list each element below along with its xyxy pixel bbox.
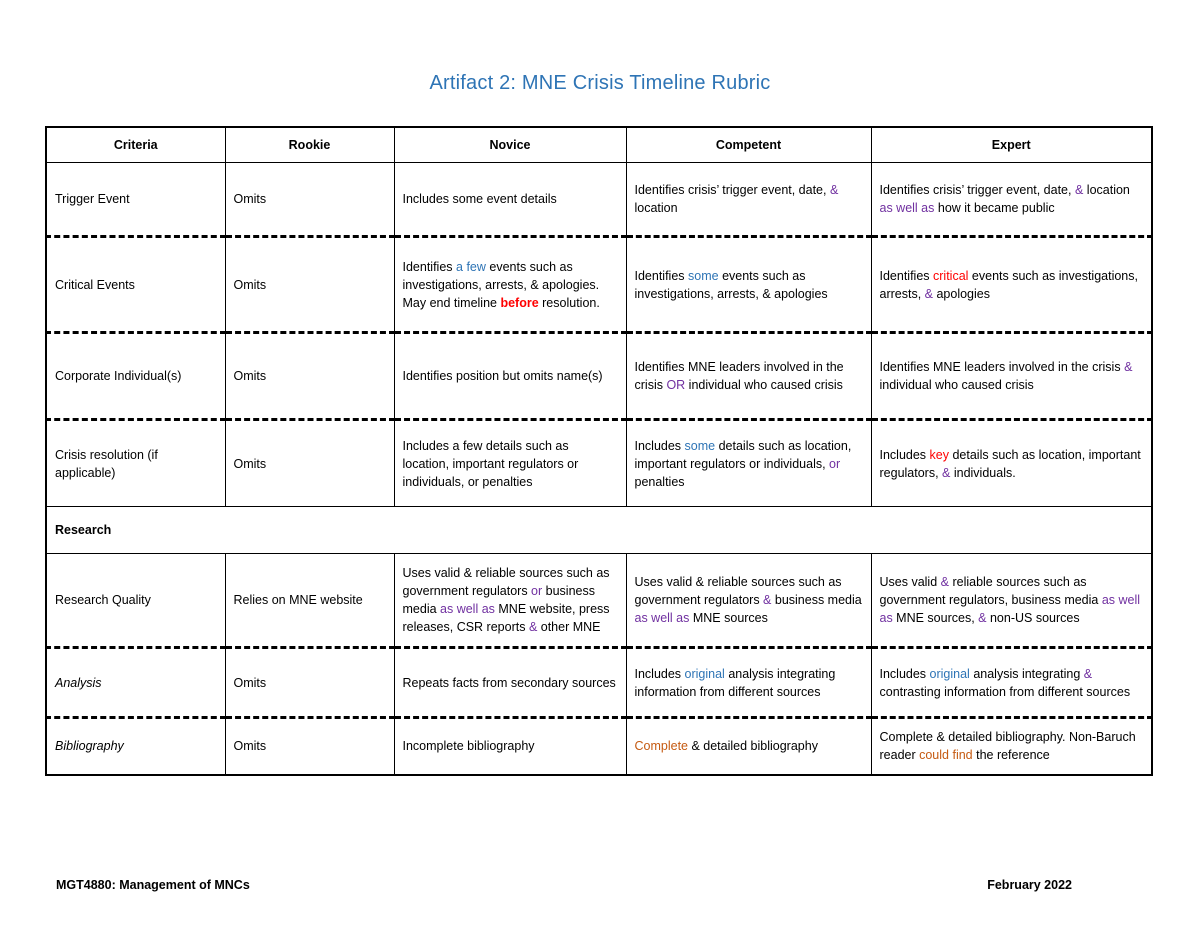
cell-text-segment: key xyxy=(929,447,949,462)
header-novice: Novice xyxy=(394,127,626,163)
cell-text-segment: & xyxy=(940,575,949,589)
cell-text-segment: as well as xyxy=(634,611,690,625)
cell-text-segment: non-US sources xyxy=(986,611,1080,625)
cell-text-segment: & xyxy=(1074,183,1084,197)
cell-text-segment: original xyxy=(929,666,970,681)
header-expert: Expert xyxy=(871,127,1152,163)
rookie-cell: Omits xyxy=(225,648,394,718)
competent-cell xyxy=(626,333,871,420)
section-label: Research xyxy=(46,507,1152,554)
cell-text-segment: Identifies xyxy=(879,268,934,283)
cell-text-segment: a few xyxy=(456,259,486,274)
cell-text-segment: & detailed bibliography xyxy=(688,739,818,754)
rookie-cell: Omits xyxy=(225,420,394,507)
table-row xyxy=(46,554,1152,648)
header-competent: Competent xyxy=(626,127,871,163)
competent-cell xyxy=(626,163,871,237)
rookie-cell: Omits xyxy=(225,718,394,775)
cell-text-segment: Uses valid & reliable sources such as government regulators xyxy=(634,575,842,607)
cell-text-segment: OR xyxy=(666,378,686,392)
table-row xyxy=(46,420,1152,507)
expert-cell xyxy=(871,163,1152,237)
cell-text-segment: some xyxy=(688,268,719,283)
novice-cell xyxy=(394,163,626,237)
cell-text-segment: MNE website, press releases, CSR reports xyxy=(402,602,610,634)
cell-text-segment: & xyxy=(528,620,538,634)
cell-text-segment: Includes a few details such as location, important regulators or individuals, or penalties xyxy=(402,438,579,489)
cell-text-segment: business media xyxy=(771,593,862,607)
rookie-cell: Omits xyxy=(225,333,394,420)
page-title: Artifact 2: MNE Crisis Timeline Rubric xyxy=(429,72,771,94)
cell-text-segment: individual who caused crisis xyxy=(879,378,1034,392)
header-rookie: Rookie xyxy=(225,127,394,163)
cell-text-segment: details such as location, important regulators or individuals, xyxy=(634,438,852,471)
competent-cell xyxy=(626,237,871,333)
expert-cell xyxy=(871,333,1152,420)
cell-text-segment: & xyxy=(1124,360,1133,374)
footer-course: MGT4880: Management of MNCs xyxy=(56,878,250,892)
cell-text-segment: Complete & detailed bibliography. Non-Baruch reader xyxy=(879,730,1136,763)
cell-text-segment: Identifies MNE leaders involved in the crisis xyxy=(879,360,1125,374)
cell-text-segment: Identifies position but omits name(s) xyxy=(402,369,603,383)
cell-text-segment: as well as xyxy=(879,201,935,215)
cell-text-segment: Includes xyxy=(879,447,930,462)
cell-text-segment: MNE sources xyxy=(689,611,768,625)
table-row xyxy=(46,237,1152,333)
footer-date: February 2022 xyxy=(987,878,1072,892)
cell-text-segment: Identifies MNE leaders involved in the crisis xyxy=(634,360,844,392)
novice-cell xyxy=(394,237,626,333)
criteria-cell: Crisis resolution (if applicable) xyxy=(46,420,225,507)
cell-text-segment: & xyxy=(829,183,839,197)
rookie-cell: Relies on MNE website xyxy=(225,554,394,648)
cell-text-segment: MNE sources, xyxy=(892,611,979,625)
cell-text-segment: or xyxy=(531,584,543,598)
cell-text-segment: apologies xyxy=(933,286,990,301)
header-criteria: Criteria xyxy=(46,127,225,163)
cell-text-segment: how it became public xyxy=(934,201,1055,215)
cell-text-segment: location xyxy=(634,201,678,215)
expert-cell xyxy=(871,718,1152,775)
cell-text-segment: some xyxy=(684,438,716,453)
cell-text-segment: before xyxy=(500,295,539,310)
criteria-cell: Bibliography xyxy=(46,718,225,775)
cell-text-segment: Includes xyxy=(879,666,930,681)
rubric-table xyxy=(45,126,1153,776)
cell-text-segment: Identifies crisis’ trigger event, date, xyxy=(634,183,830,197)
cell-text-segment: Uses valid xyxy=(879,575,941,589)
criteria-cell: Corporate Individual(s) xyxy=(46,333,225,420)
expert-cell xyxy=(871,237,1152,333)
cell-text-segment: Identifies xyxy=(402,259,457,274)
cell-text-segment: & xyxy=(924,286,933,301)
cell-text-segment: or xyxy=(829,456,841,471)
cell-text-segment: Complete xyxy=(634,739,688,754)
cell-text-segment: resolution. xyxy=(538,295,600,310)
cell-text-segment: Identifies crisis’ trigger event, date, xyxy=(879,183,1075,197)
cell-text-segment: events such as investigations, arrests, & apologies. May end timeline xyxy=(402,259,600,310)
cell-text-segment: Uses valid & reliable sources such as government regulators xyxy=(402,566,610,598)
cell-text-segment: Includes some event details xyxy=(402,192,557,206)
novice-cell xyxy=(394,554,626,648)
cell-text-segment: as well as xyxy=(440,602,495,616)
cell-text-segment: other MNE xyxy=(537,620,601,634)
rookie-cell: Omits xyxy=(225,163,394,237)
cell-text-segment: Includes xyxy=(634,666,685,681)
cell-text-segment: individual who caused crisis xyxy=(685,378,843,392)
cell-text-segment: the reference xyxy=(972,748,1050,763)
cell-text-segment: individuals. xyxy=(950,465,1016,480)
cell-text-segment: & xyxy=(978,611,987,625)
cell-text-segment: Incomplete bibliography xyxy=(402,739,535,754)
cell-text-segment: & xyxy=(1083,666,1093,681)
table-row xyxy=(46,718,1152,775)
novice-cell xyxy=(394,718,626,775)
competent-cell xyxy=(626,648,871,718)
criteria-cell: Critical Events xyxy=(46,237,225,333)
rookie-cell: Omits xyxy=(225,237,394,333)
cell-text-segment: penalties xyxy=(634,474,685,489)
cell-text-segment: analysis integrating information from different sources xyxy=(634,666,836,699)
cell-text-segment: original xyxy=(684,666,725,681)
novice-cell xyxy=(394,420,626,507)
section-row xyxy=(46,507,1152,554)
header-row xyxy=(46,127,1152,163)
cell-text-segment: Includes xyxy=(634,438,685,453)
novice-cell xyxy=(394,648,626,718)
table-row xyxy=(46,333,1152,420)
cell-text-segment: business media xyxy=(402,584,595,616)
cell-text-segment: location xyxy=(1083,183,1130,197)
cell-text-segment: could find xyxy=(919,748,973,763)
competent-cell xyxy=(626,420,871,507)
competent-cell xyxy=(626,554,871,648)
criteria-cell: Analysis xyxy=(46,648,225,718)
expert-cell xyxy=(871,420,1152,507)
cell-text-segment: & xyxy=(763,593,772,607)
cell-text-segment: reliable sources such as government regulators, business media xyxy=(879,575,1102,607)
cell-text-segment: analysis integrating xyxy=(969,666,1084,681)
cell-text-segment: details such as location, important regulators, xyxy=(879,447,1141,480)
table-row xyxy=(46,163,1152,237)
cell-text-segment: & xyxy=(942,465,951,480)
cell-text-segment: events such as investigations, arrests, xyxy=(879,268,1138,301)
cell-text-segment: critical xyxy=(933,268,969,283)
expert-cell xyxy=(871,648,1152,718)
novice-cell xyxy=(394,333,626,420)
table-row xyxy=(46,648,1152,718)
cell-text-segment: Repeats facts from secondary sources xyxy=(402,675,616,690)
competent-cell xyxy=(626,718,871,775)
cell-text-segment: contrasting information from different sources xyxy=(879,684,1131,699)
expert-cell xyxy=(871,554,1152,648)
cell-text-segment: as well as xyxy=(879,593,1141,625)
criteria-cell: Trigger Event xyxy=(46,163,225,237)
criteria-cell: Research Quality xyxy=(46,554,225,648)
cell-text-segment: events such as investigations, arrests, & apologies xyxy=(634,268,828,301)
cell-text-segment: Identifies xyxy=(634,268,689,283)
